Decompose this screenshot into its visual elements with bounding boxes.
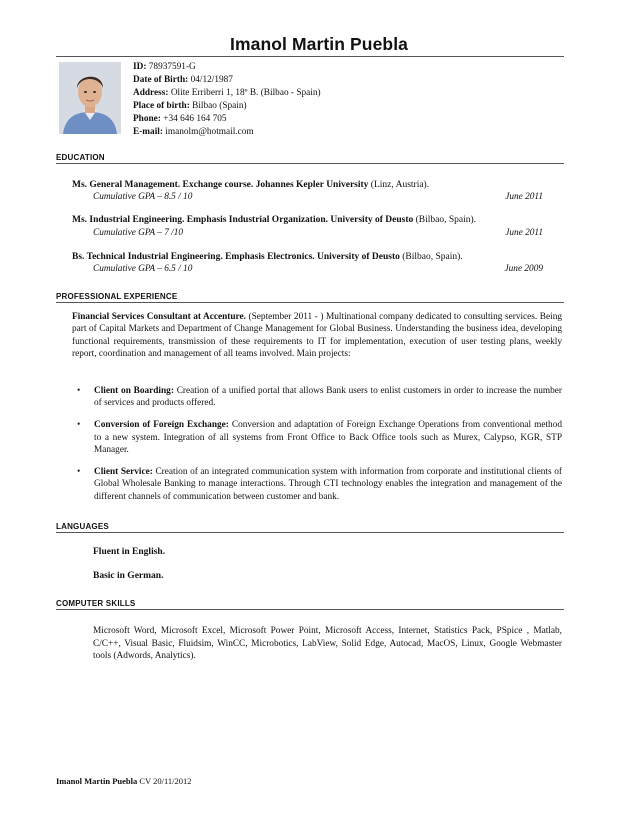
contact-phone: Phone: +34 646 164 705 [133, 114, 227, 124]
experience-heading: PROFESSIONAL EXPERIENCE [56, 292, 178, 301]
skills-text: Microsoft Word, Microsoft Excel, Microsoft Power Point, Microsoft Access, Internet, Statistics Pack, PSpice , Matlab, C/C++, Visual Basic, Fluidsim, WinCC, Microbotics, LabView, Solid Edge, Autocad, MacOS, Linux, Google Webmaster tools (Adwords, Analytics). [93, 626, 562, 662]
title-divider [56, 56, 564, 57]
list-item: • Client Service: Creation of an integrated communication system with information from corporate and institutional clients of Global Wholesale Banking to manage interactions. Through CTI technology enables the integration and management of the different channels of communication between customer and bank. [77, 467, 562, 502]
contact-address: Address: Olite Erriberri 1, 18º B. (Bilbao - Spain) [133, 88, 321, 98]
languages-heading: LANGUAGES [56, 522, 109, 531]
page-footer: Imanol Martin Puebla CV 20/11/2012 [56, 776, 192, 786]
bullet-icon: • [77, 420, 81, 431]
education-item-2-details: Cumulative GPA – 7 /10 June 2011 [93, 228, 543, 238]
contact-dob: Date of Birth: 04/12/1987 [133, 75, 233, 85]
list-item: • Conversion of Foreign Exchange: Conversion and adaptation of Foreign Exchange Operations from conventional method to a new system. Integration of all systems from Front Office to Back Office tools such as Murex, Calypso, KGR, STP Manager. [77, 420, 563, 456]
profile-photo [59, 62, 121, 134]
experience-summary: Financial Services Consultant at Accenture. (September 2011 - ) Multinational company dedicated to consulting services. Being part of Capital Markets and Department of Change Management for Global Business. Understanding the business idea, developing functional requirements, transmission of these requirements to IT for implementation, execution of user testing plans, weekly report, coordination and management of all teams involved. Main projects: [72, 312, 562, 360]
language-item-1: Fluent in English. [93, 547, 166, 557]
language-item-2: Basic in German. [93, 571, 164, 581]
experience-divider [56, 302, 564, 303]
bullet-icon: • [77, 467, 81, 478]
contact-id: ID: 78937591-G [133, 62, 196, 72]
bullet-icon: • [77, 386, 81, 396]
education-item-3-details: Cumulative GPA – 6.5 / 10 June 2009 [93, 264, 543, 274]
skills-divider [56, 609, 564, 610]
education-item-3-title: Bs. Technical Industrial Engineering. Emphasis Electronics. University of Deusto (Bilbao, Spain). [72, 252, 463, 262]
education-item-1-details: Cumulative GPA – 8.5 / 10 June 2011 [93, 192, 543, 202]
contact-email: E-mail: imanolm@hotmail.com [133, 127, 254, 137]
contact-block [133, 61, 321, 139]
contact-place-of-birth: Place of birth: Bilbao (Spain) [133, 101, 247, 111]
education-heading: EDUCATION [56, 153, 105, 162]
languages-divider [56, 532, 564, 533]
education-item-1-title: Ms. General Management. Exchange course. Johannes Kepler University (Linz, Austria). [72, 180, 430, 190]
project-list [72, 385, 562, 513]
education-divider [56, 163, 564, 164]
person-portrait-icon [59, 62, 121, 134]
education-item-2-title: Ms. Industrial Engineering. Emphasis Industrial Organization. University of Deusto (Bilbao, Spain). [72, 215, 477, 225]
skills-heading: COMPUTER SKILLS [56, 599, 136, 608]
list-item: • Client on Boarding: Creation of a unified portal that allows Bank users to enlist customers in order to increase the number of services and products offered. [77, 386, 563, 409]
candidate-name: Imanol Martin Puebla [230, 34, 408, 54]
